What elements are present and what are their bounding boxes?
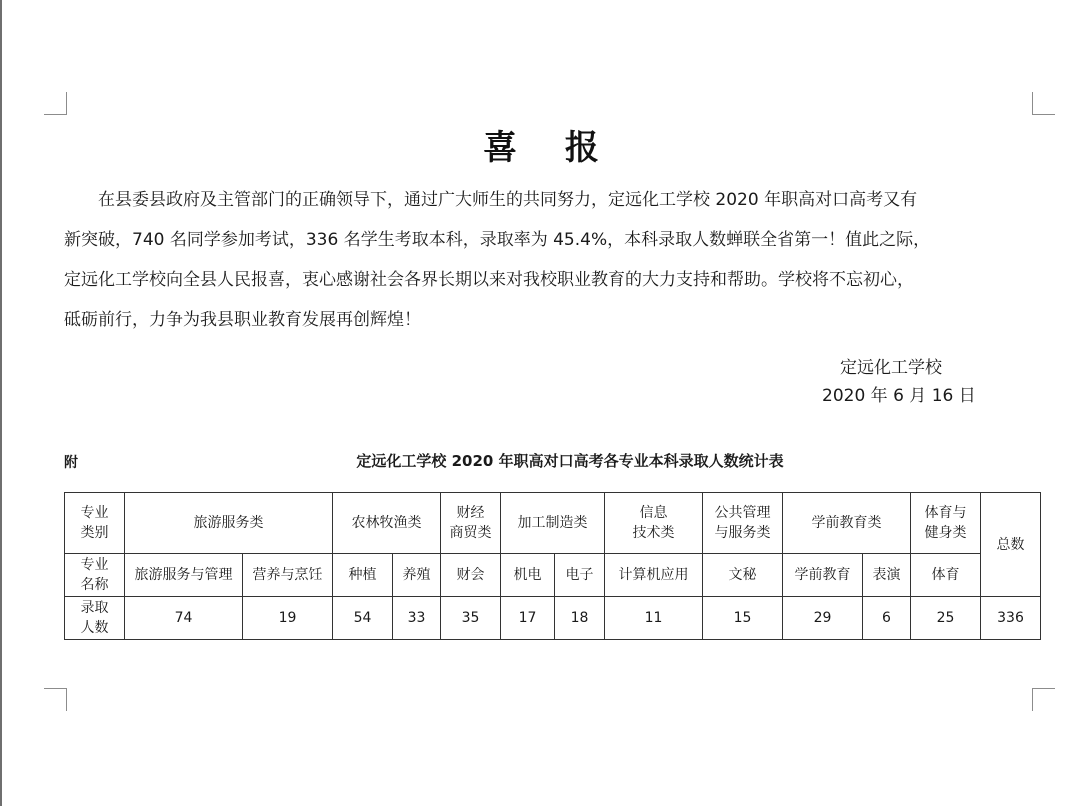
- paragraph-line: 新突破，740 名同学参加考试，336 名学生考取本科，录取率为 45.4%，本科录取人数蝉联全省第一！值此之际，: [64, 230, 931, 250]
- category-line: 技术类: [632, 525, 675, 541]
- paragraph-line: 定远化工学校向全县人民报喜，衷心感谢社会各界长期以来对我校职业教育的大力支持和帮助。学校将不忘初心，: [64, 270, 914, 290]
- major-cell: 电子: [555, 554, 605, 597]
- corner-mark-top-right: [1032, 92, 1055, 115]
- major-cell: 体育: [911, 554, 981, 597]
- paragraph-line: 砥砺前行，力争为我县职业教育发展再创辉煌！: [64, 310, 421, 330]
- count-cell: 74: [125, 597, 243, 640]
- major-cell: 表演: [863, 554, 911, 597]
- paragraph-line-text: 在县委县政府及主管部门的正确领导下，通过广大师生的共同努力，定远化工学校 2020 年职高对口高考又有: [98, 190, 918, 210]
- category-row: [65, 493, 1041, 554]
- row-header-admitted: [65, 597, 125, 640]
- major-cell: 文秘: [703, 554, 783, 597]
- count-cell: 35: [441, 597, 501, 640]
- row-header-major: [65, 554, 125, 597]
- major-cell: 种植: [333, 554, 393, 597]
- major-cell: 财会: [441, 554, 501, 597]
- attachment-label: 附: [64, 455, 78, 471]
- category-line: 信息: [639, 505, 668, 521]
- row-header-line: 专业: [80, 557, 109, 573]
- table-title: 定远化工学校 2020 年职高对口高考各专业本科录取人数统计表: [356, 452, 784, 470]
- count-cell: 19: [243, 597, 333, 640]
- count-cell: 33: [393, 597, 441, 640]
- paragraph-line: [64, 180, 1044, 220]
- count-cell: 29: [783, 597, 863, 640]
- category-line: 农林牧渔类: [351, 515, 422, 531]
- signature: 定远化工学校: [840, 358, 942, 378]
- category-cell: [441, 493, 501, 554]
- category-line: 财经: [456, 505, 485, 521]
- row-header-line: 录取: [80, 600, 109, 616]
- count-cell: 11: [605, 597, 703, 640]
- major-cell: 养殖: [393, 554, 441, 597]
- row-header-line: 专业: [80, 505, 109, 521]
- category-line: 体育与: [924, 505, 967, 521]
- corner-mark-bottom-left: [44, 688, 67, 711]
- category-cell: [125, 493, 333, 554]
- category-cell: [605, 493, 703, 554]
- category-cell: [783, 493, 911, 554]
- page-title: 喜 报: [483, 128, 617, 168]
- count-cell: 6: [863, 597, 911, 640]
- row-header-category: [65, 493, 125, 554]
- major-cell: 计算机应用: [605, 554, 703, 597]
- major-cell: 旅游服务与管理: [125, 554, 243, 597]
- total-value: 336: [981, 597, 1041, 640]
- category-line: 加工制造类: [517, 515, 588, 531]
- major-cell: 营养与烹饪: [243, 554, 333, 597]
- major-cell: 学前教育: [783, 554, 863, 597]
- admission-stats-table: [64, 492, 1041, 640]
- count-row: [65, 597, 1041, 640]
- category-cell: [333, 493, 441, 554]
- category-line: 旅游服务类: [193, 515, 264, 531]
- corner-mark-bottom-right: [1032, 688, 1055, 711]
- major-row: [65, 554, 1041, 597]
- category-line: 商贸类: [449, 525, 492, 541]
- row-header-line: 名称: [80, 577, 109, 593]
- major-cell: 机电: [501, 554, 555, 597]
- row-header-line: 人数: [80, 620, 109, 636]
- row-header-line: 类别: [80, 525, 109, 541]
- count-cell: 17: [501, 597, 555, 640]
- count-cell: 25: [911, 597, 981, 640]
- category-line: 健身类: [924, 525, 967, 541]
- count-cell: 18: [555, 597, 605, 640]
- signature-date: 2020 年 6 月 16 日: [822, 386, 976, 406]
- category-cell: [703, 493, 783, 554]
- category-line: 学前教育类: [811, 515, 882, 531]
- category-cell: [911, 493, 981, 554]
- total-header: 总数: [981, 493, 1041, 597]
- category-line: 与服务类: [714, 525, 771, 541]
- count-cell: 54: [333, 597, 393, 640]
- category-cell: [501, 493, 605, 554]
- corner-mark-top-left: [44, 92, 67, 115]
- announcement-paragraph: [64, 180, 1044, 340]
- category-line: 公共管理: [714, 505, 771, 521]
- count-cell: 15: [703, 597, 783, 640]
